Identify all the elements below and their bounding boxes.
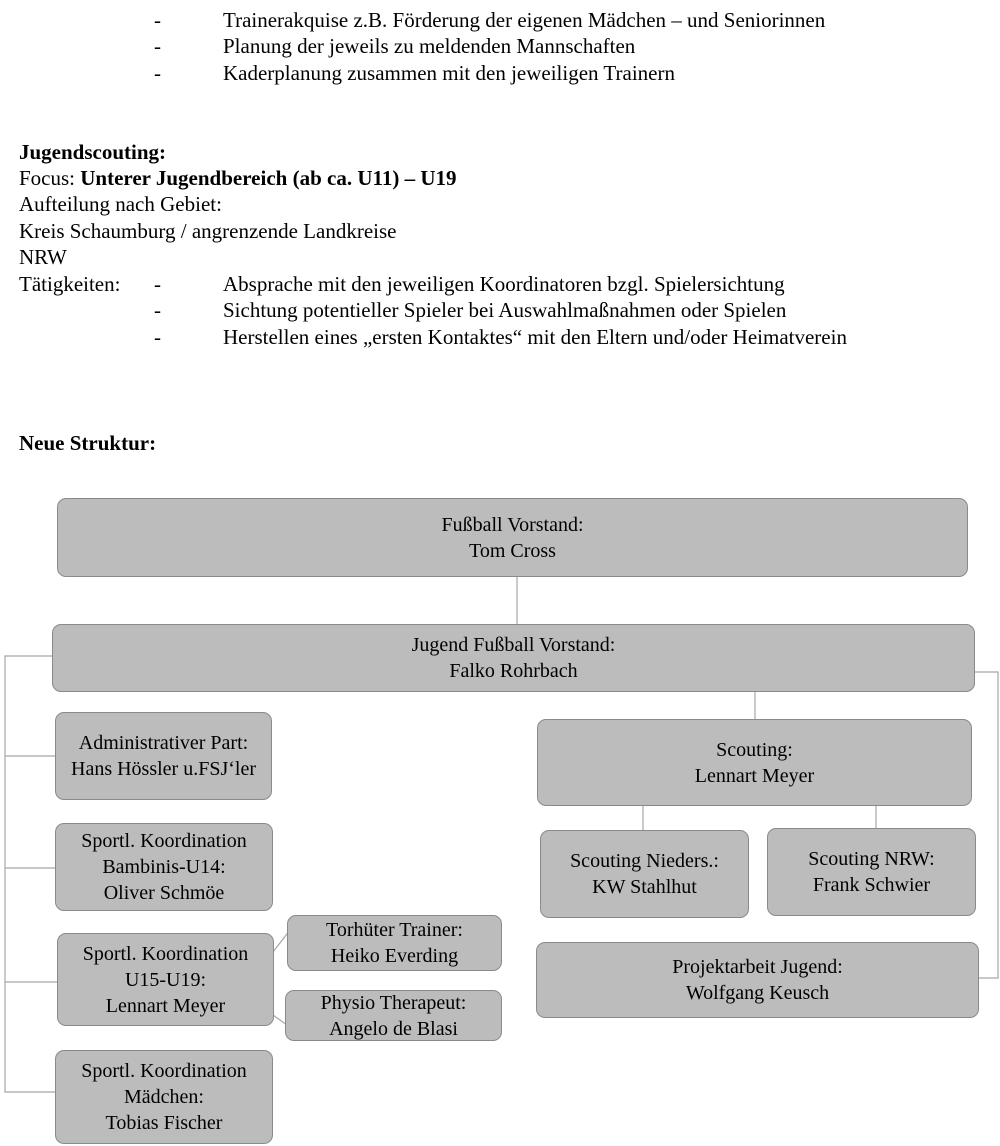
- box-person: Lennart Meyer: [694, 764, 815, 787]
- box-jugend-vorstand: [52, 624, 975, 692]
- box-title: Physio Therapeut:: [320, 991, 467, 1014]
- list-item: Herstellen eines „ersten Kontaktes“ mit den Eltern und/oder Heimatverein: [223, 325, 847, 349]
- box-subtitle: U15-U19:: [124, 968, 207, 991]
- bullet-marker: -: [154, 298, 161, 322]
- box-person: Tobias Fischer: [105, 1112, 223, 1134]
- box-subtitle: Bambinis-U14:: [102, 856, 226, 878]
- box-title: Torhüter Trainer:: [326, 919, 463, 941]
- bullet-marker: -: [154, 272, 161, 296]
- box-person: KW Stahlhut: [592, 876, 697, 898]
- box-title: Scouting:: [716, 738, 793, 761]
- focus-label: Focus:: [19, 166, 81, 190]
- box-person: Frank Schwier: [812, 874, 931, 896]
- box-person: Wolfgang Keusch: [685, 982, 830, 1004]
- struktur-heading: Neue Struktur:: [19, 431, 157, 455]
- box-title: Sportl. Koordination: [81, 1060, 247, 1082]
- list-item: Absprache mit den jeweiligen Koordinatoren bzgl. Spielersichtung: [223, 272, 785, 296]
- box-title: Scouting NRW:: [808, 848, 935, 870]
- box-title: Jugend Fußball Vorstand:: [411, 634, 616, 656]
- box-person: Heiko Everding: [330, 945, 459, 967]
- gebiet-item: Kreis Schaumburg / angrenzende Landkreise: [19, 219, 397, 243]
- box-person: Lennart Meyer: [105, 994, 226, 1017]
- bullet-marker: -: [154, 8, 161, 32]
- aufteilung-label: Aufteilung nach Gebiet:: [19, 192, 222, 216]
- box-person: Tom Cross: [469, 539, 556, 562]
- focus-value: Unterer Jugendbereich (ab ca. U11) – U19: [80, 166, 457, 190]
- list-item: Sichtung potentieller Spieler bei Auswahlmaßnahmen oder Spielen: [223, 298, 787, 322]
- box-koordination-maedchen: [55, 1050, 273, 1144]
- box-title: Scouting Nieders.:: [570, 850, 719, 872]
- box-person: Oliver Schmöe: [103, 882, 225, 904]
- box-scouting-nieders: [540, 830, 749, 918]
- box-title: Projektarbeit Jugend:: [672, 956, 843, 978]
- box-title: Administrativer Part:: [78, 732, 249, 754]
- box-person: Falko Rohrbach: [449, 660, 578, 682]
- box-person: Hans Hössler u.FSJ‘ler: [71, 758, 256, 780]
- jugendscouting-heading: Jugendscouting:: [19, 140, 167, 164]
- box-physio-therapeut: [285, 990, 502, 1041]
- gebiet-item: NRW: [19, 245, 67, 269]
- taetigkeiten-label: Tätigkeiten:: [19, 272, 121, 296]
- bullet-marker: -: [154, 34, 161, 58]
- box-person: Angelo de Blasi: [329, 1017, 458, 1040]
- box-title: Sportl. Koordination: [81, 830, 247, 852]
- box-administrativer-part: [55, 712, 272, 800]
- box-torhueter-trainer: [287, 915, 502, 971]
- bullet-marker: -: [154, 325, 161, 349]
- box-koordination-u15-u19: [57, 933, 274, 1026]
- box-scouting: [537, 719, 972, 806]
- bullet-marker: -: [154, 61, 161, 85]
- box-koordination-bambinis: [55, 823, 273, 911]
- list-item: Kaderplanung zusammen mit den jeweiligen Trainern: [223, 61, 675, 85]
- box-title: Fußball Vorstand:: [441, 513, 584, 536]
- connector-line: [975, 672, 998, 978]
- box-subtitle: Mädchen:: [124, 1086, 204, 1108]
- connector-line: [5, 656, 55, 1092]
- list-item: Planung der jeweils zu meldenden Mannschaften: [223, 34, 636, 58]
- box-projektarbeit-jugend: [536, 942, 979, 1018]
- box-fussball-vorstand: [57, 498, 968, 577]
- box-scouting-nrw: [767, 828, 976, 916]
- list-item: Trainerakquise z.B. Förderung der eigenen Mädchen – und Seniorinnen: [223, 8, 826, 32]
- box-title: Sportl. Koordination: [82, 942, 249, 965]
